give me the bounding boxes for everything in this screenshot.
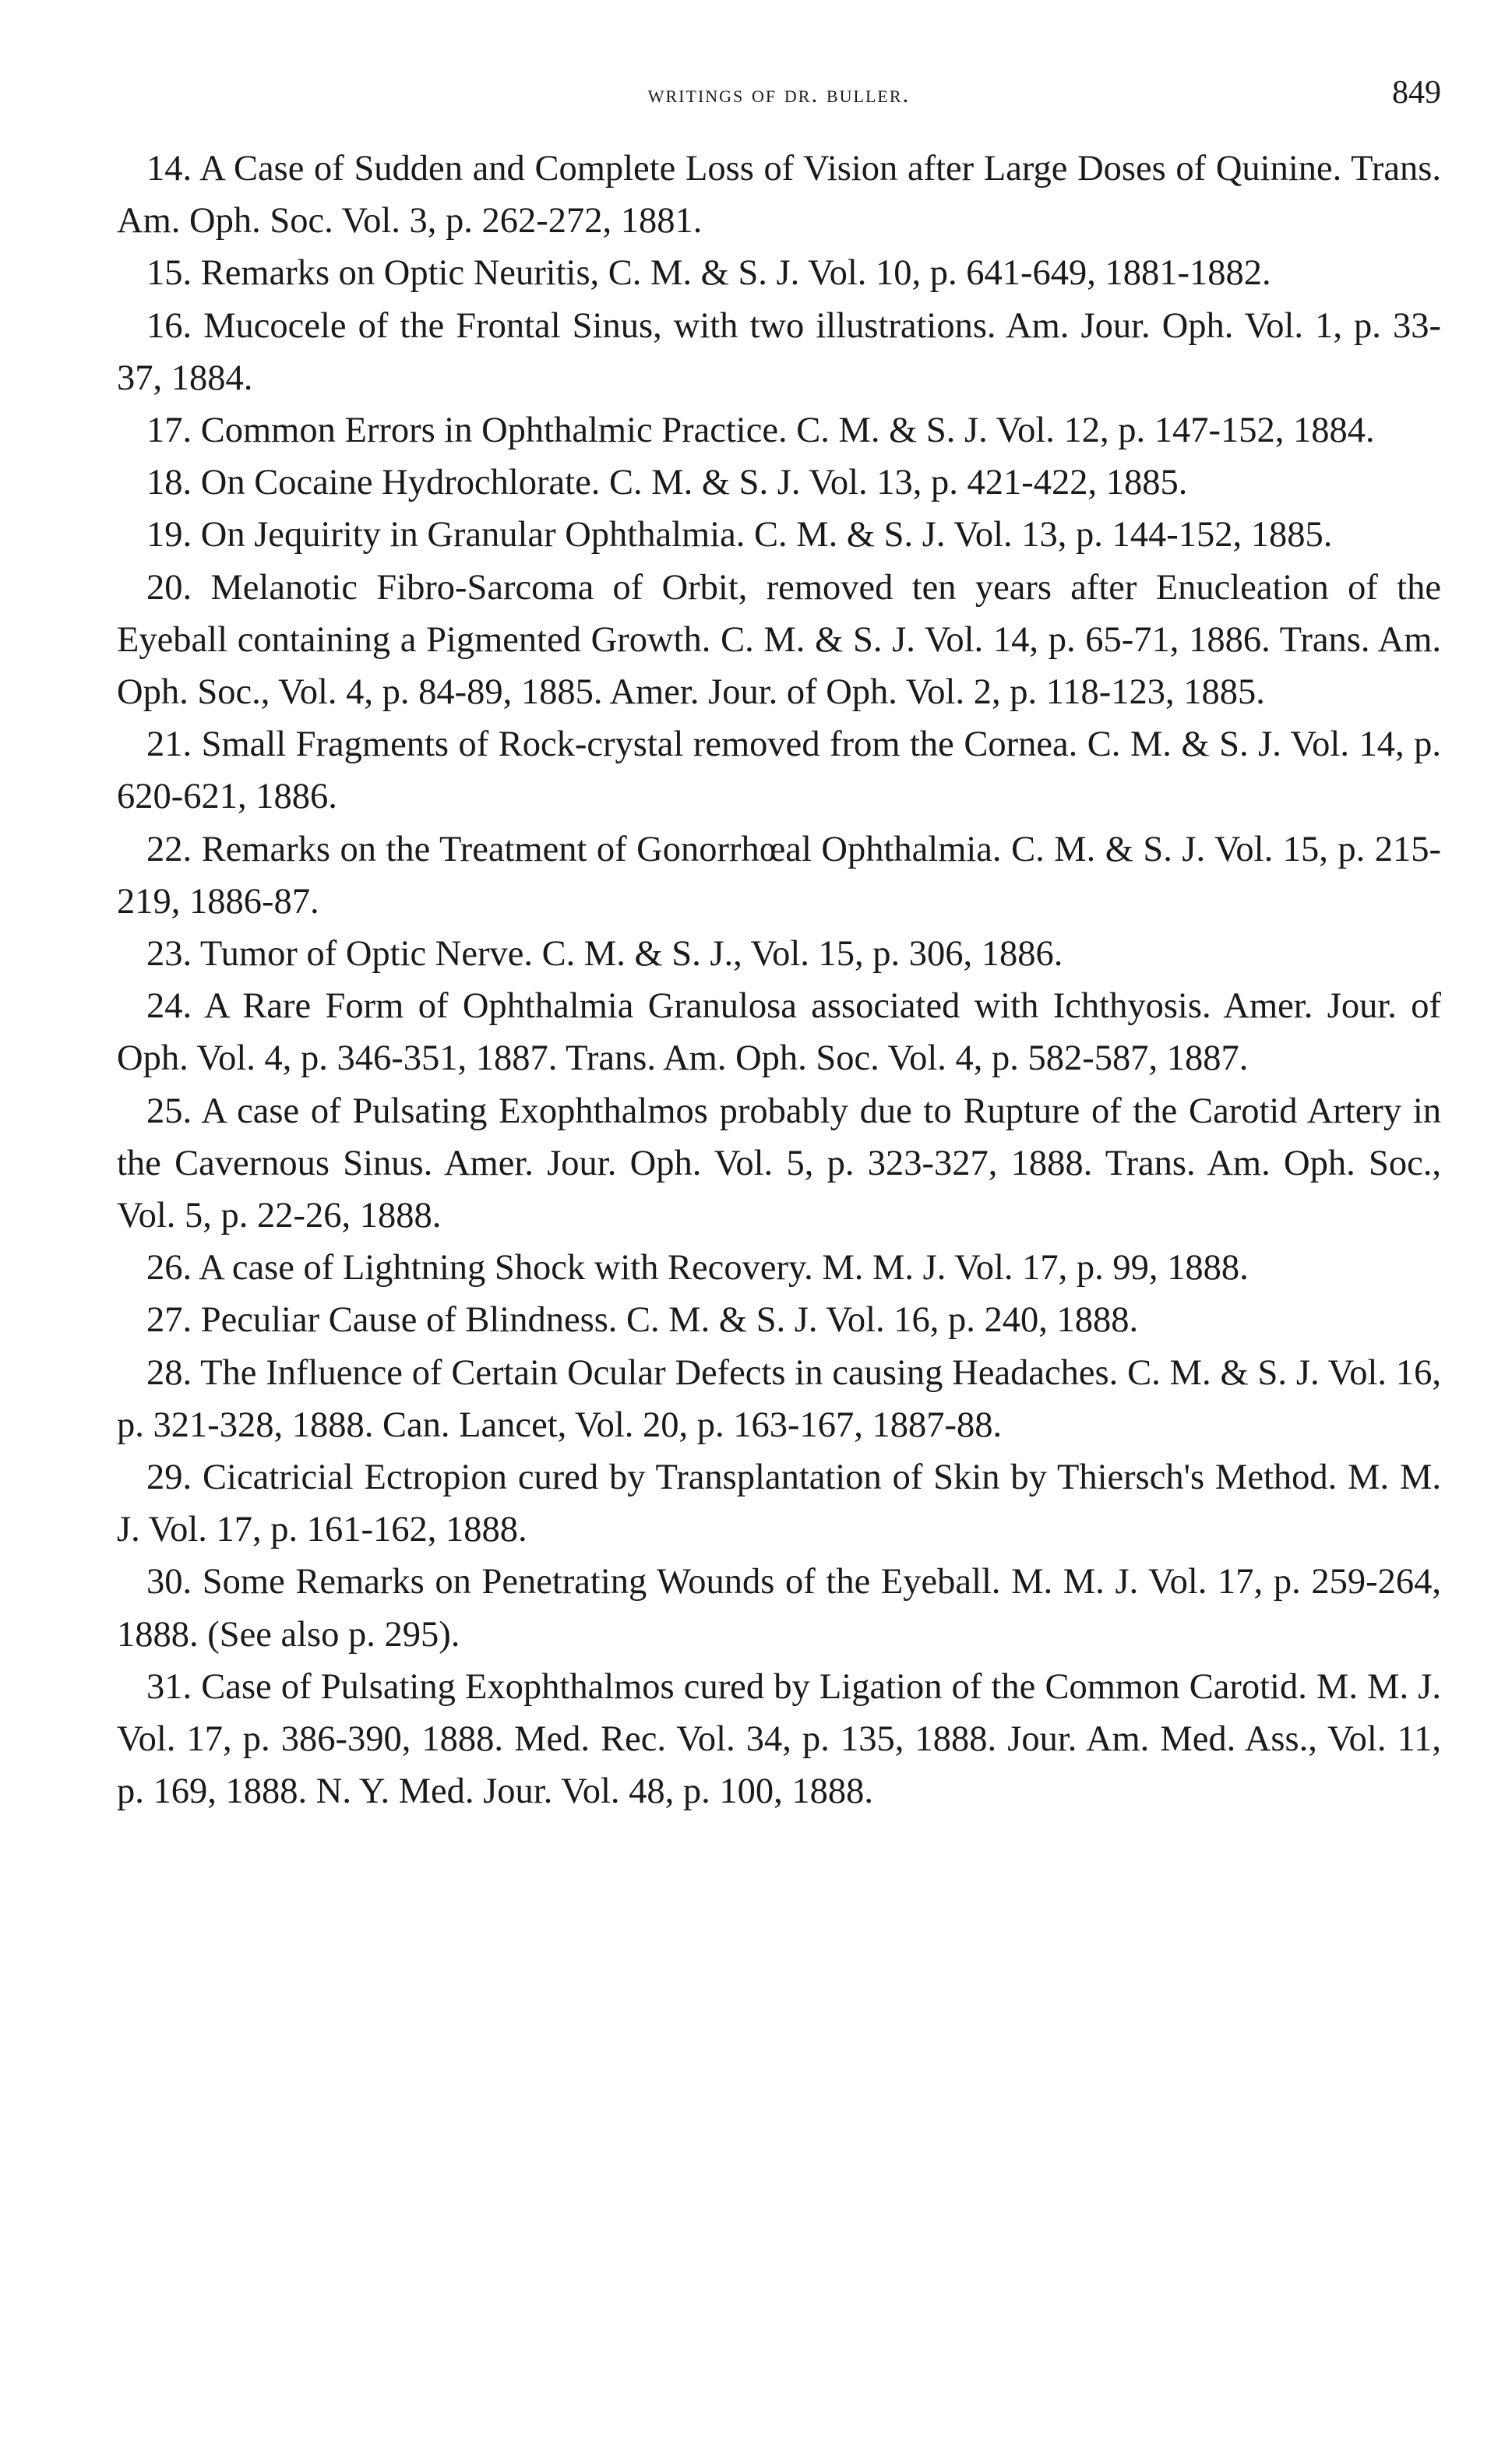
- bibliography-entry-30: 30. Some Remarks on Penetrating Wounds of the Eyeball. M. M. J. Vol. 17, p. 259-264, 1888. (See also p. 295).: [117, 1562, 1441, 1655]
- bibliography-entry-31: 31. Case of Pulsating Exophthalmos cured by Ligation of the Common Carotid. M. M. J. Vol. 17, p. 386-390, 1888. Med. Rec. Vol. 34, p. 135, 1888. Jour. Am. Med. Ass., Vol. 11, p. 169, 1888. N. Y. Med. Jour. Vol. 48, p. 100, 1888.: [117, 1666, 1441, 1812]
- bibliography-entry-15: 15. Remarks on Optic Neuritis, C. M. & S. J. Vol. 10, p. 641-649, 1881-1882.: [146, 253, 1271, 294]
- bibliography-entry-27: 27. Peculiar Cause of Blindness. C. M. & S. J. Vol. 16, p. 240, 1888.: [146, 1300, 1139, 1341]
- bibliography-entry-14: 14. A Case of Sudden and Complete Loss of Vision after Large Doses of Quinine. Trans. Am. Oph. Soc. Vol. 3, p. 262-272, 1881.: [117, 149, 1441, 241]
- bibliography-entry-17: 17. Common Errors in Ophthalmic Practice. C. M. & S. J. Vol. 12, p. 147-152, 1884.: [146, 411, 1375, 451]
- document-page: [117, 74, 1441, 1818]
- bibliography-entry-22: 22. Remarks on the Treatment of Gonorrhœal Ophthalmia. C. M. & S. J. Vol. 15, p. 215-219, 1886-87.: [117, 829, 1441, 922]
- bibliography-entry-21: 21. Small Fragments of Rock-crystal removed from the Cornea. C. M. & S. J. Vol. 14, p. 620-621, 1886.: [117, 724, 1441, 817]
- bibliography-entry-25: 25. A case of Pulsating Exophthalmos probably due to Rupture of the Carotid Artery in the Cavernous Sinus. Amer. Jour. Oph. Vol. 5, p. 323-327, 1888. Trans. Am. Oph. Soc., Vol. 5, p. 22-26, 1888.: [117, 1091, 1441, 1236]
- bibliography-entry-29: 29. Cicatricial Ectropion cured by Transplantation of Skin by Thiersch's Method. M. M. J. Vol. 17, p. 161-162, 1888.: [117, 1458, 1441, 1550]
- running-head: [117, 74, 1441, 121]
- running-title: writings of dr. buller.: [647, 80, 911, 108]
- bibliography-entry-24: 24. A Rare Form of Ophthalmia Granulosa associated with Ichthyosis. Amer. Jour. of Oph. Vol. 4, p. 346-351, 1887. Trans. Am. Oph. Soc. Vol. 4, p. 582-587, 1887.: [117, 986, 1441, 1079]
- bibliography-entry-20: 20. Melanotic Fibro-Sarcoma of Orbit, removed ten years after Enucleation of the Eyeball containing a Pigmented Growth. C. M. & S. J. Vol. 14, p. 65-71, 1886. Trans. Am. Oph. Soc., Vol. 4, p. 84-89, 1885. Amer. Jour. of Oph. Vol. 2, p. 118-123, 1885.: [117, 567, 1441, 713]
- bibliography-entry-16: 16. Mucocele of the Frontal Sinus, with two illustrations. Am. Jour. Oph. Vol. 1, p. 33-37, 1884.: [117, 305, 1441, 398]
- bibliography-entry-23: 23. Tumor of Optic Nerve. C. M. & S. J., Vol. 15, p. 306, 1886.: [146, 934, 1063, 975]
- bibliography-entry-19: 19. On Jequirity in Granular Ophthalmia. C. M. & S. J. Vol. 13, p. 144-152, 1885.: [146, 515, 1333, 555]
- bibliography-entry-28: 28. The Influence of Certain Ocular Defects in causing Headaches. C. M. & S. J. Vol. 16, p. 321-328, 1888. Can. Lancet, Vol. 20, p. 163-167, 1887-88.: [117, 1352, 1441, 1445]
- page-number: 849: [1392, 75, 1441, 111]
- bibliography-list: [117, 143, 1441, 1818]
- bibliography-entry-18: 18. On Cocaine Hydrochlorate. C. M. & S. J. Vol. 13, p. 421-422, 1885.: [146, 463, 1188, 503]
- bibliography-entry-26: 26. A case of Lightning Shock with Recovery. M. M. J. Vol. 17, p. 99, 1888.: [146, 1248, 1249, 1288]
